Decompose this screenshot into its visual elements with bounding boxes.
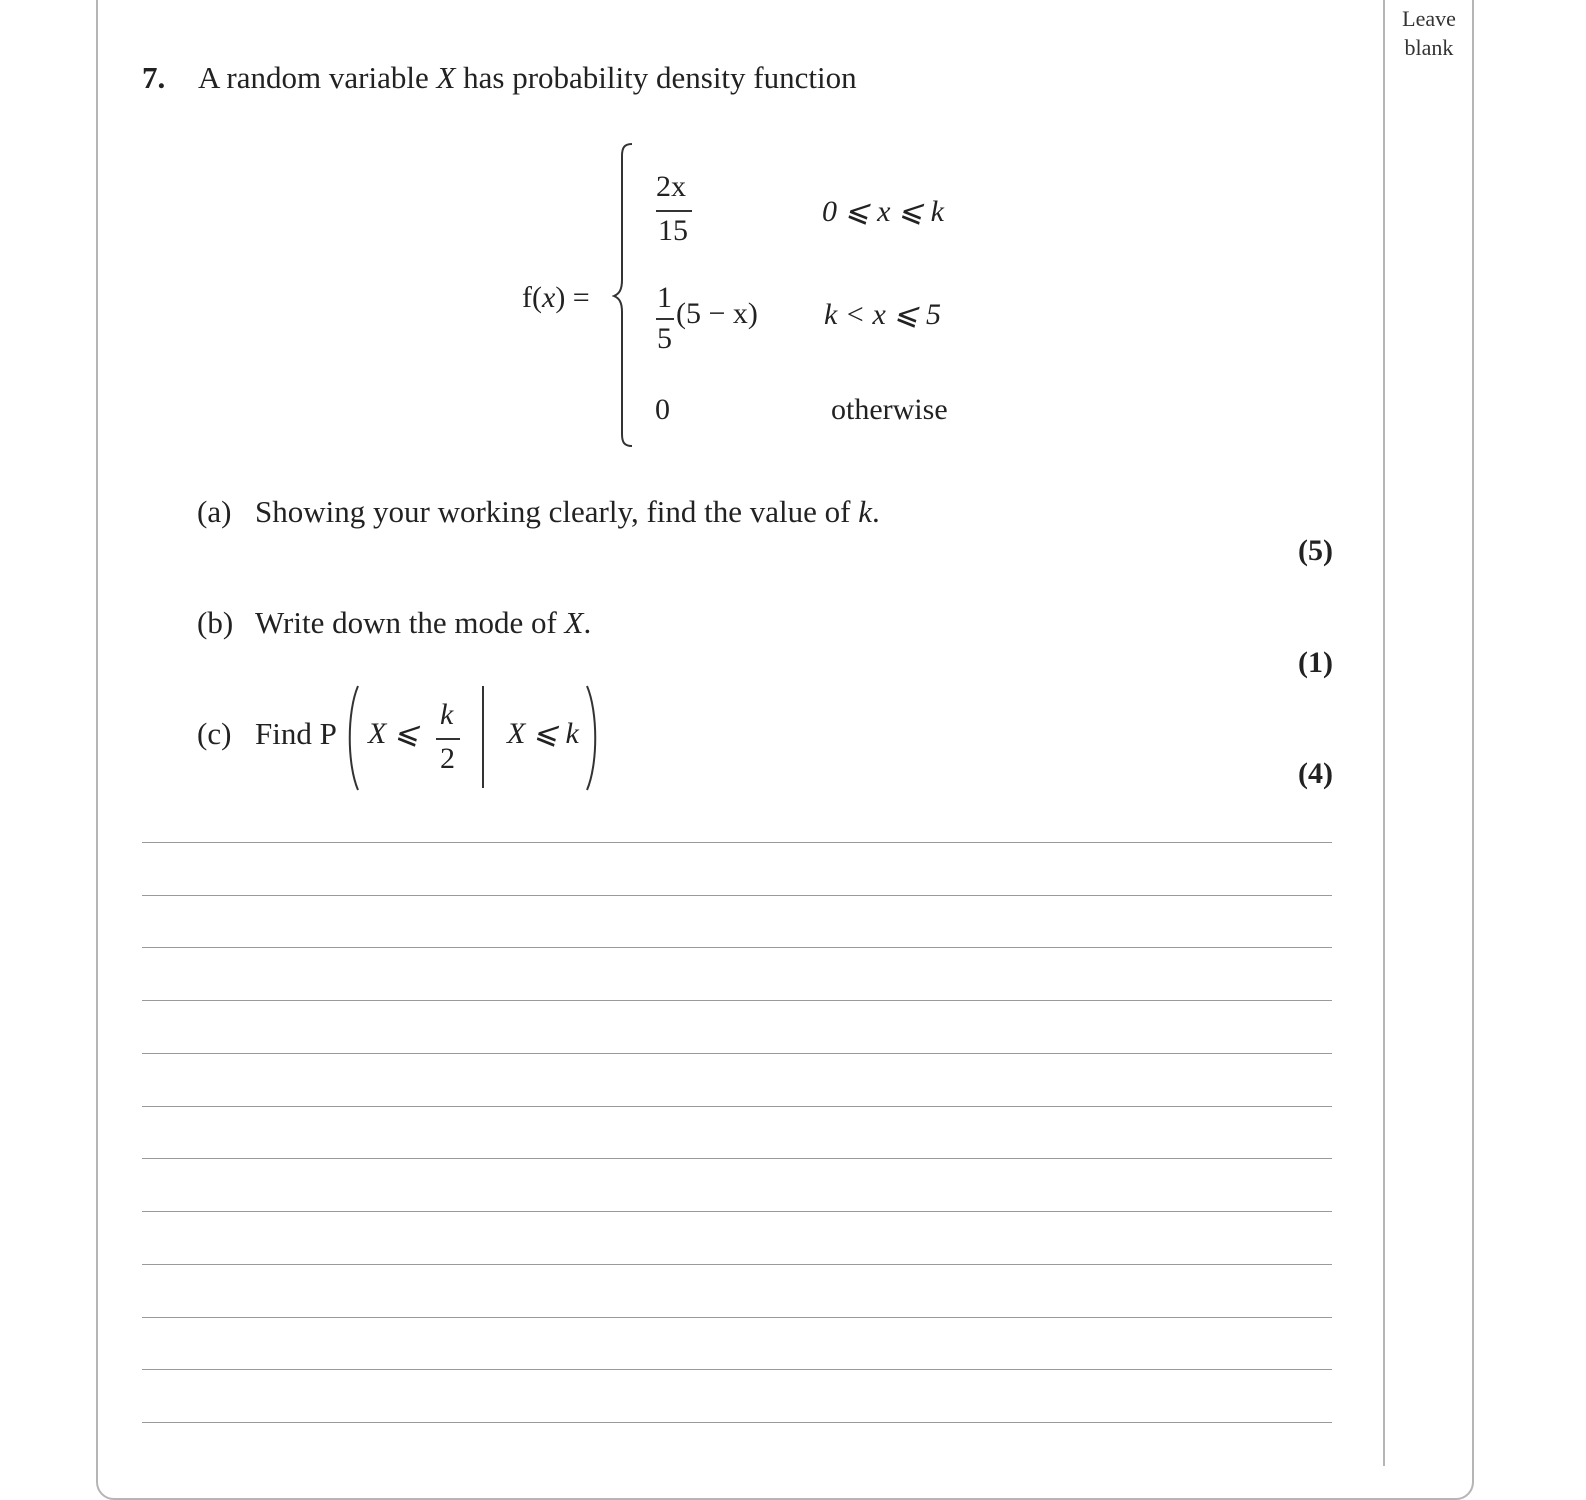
part-b-marks: (1) [1298,646,1333,679]
case2-fraction-bar [656,318,674,320]
answer-line[interactable] [142,1264,1332,1265]
part-c: (c) Find P [197,716,337,751]
answer-line[interactable] [142,842,1332,843]
case2-numerator: 1 [657,281,672,314]
case1-numerator: 2x [656,170,686,203]
answer-line[interactable] [142,1369,1332,1370]
answer-line[interactable] [142,895,1332,896]
question-number: 7. [142,60,166,95]
answer-line[interactable] [142,1158,1332,1159]
leave-blank-label: Leave blank [1402,6,1456,60]
answer-line[interactable] [142,1317,1332,1318]
pdf-brace [612,142,634,448]
case1-fraction-bar [656,210,692,212]
answer-line[interactable] [142,1000,1332,1001]
part-a: (a) Showing your working clearly, find the value of k. [197,494,880,529]
case2-condition: k < x ⩽ 5 [824,298,942,331]
case2-denominator: 5 [657,322,672,355]
part-c-marks: (4) [1298,757,1333,790]
answer-line[interactable] [142,1422,1332,1423]
part-c-condition: X ⩽ k [507,717,579,750]
part-c-left-paren [343,684,361,792]
case3-condition: otherwise [831,393,948,426]
answer-line[interactable] [142,947,1332,948]
pdf-lhs: f(x) = [522,281,590,314]
case1-condition: 0 ⩽ x ⩽ k [822,195,944,228]
question-intro: A random variable X has probability density function [198,60,857,95]
part-c-given-bar [482,686,484,788]
part-a-marks: (5) [1298,534,1333,567]
answer-line[interactable] [142,1106,1332,1107]
case1-denominator: 15 [658,214,688,247]
case2-expression: (5 − x) [676,297,758,330]
part-c-fraction-bar [436,738,460,740]
case3-value: 0 [655,393,670,426]
leave-blank-divider [1383,0,1385,1466]
answer-line[interactable] [142,1053,1332,1054]
answer-line[interactable] [142,1211,1332,1212]
part-c-right-paren [584,684,602,792]
part-b: (b) Write down the mode of X. [197,605,592,640]
part-c-frac-denominator: 2 [440,742,455,775]
part-c-frac-numerator: k [440,698,454,731]
part-c-event: X ⩽ [368,717,419,750]
